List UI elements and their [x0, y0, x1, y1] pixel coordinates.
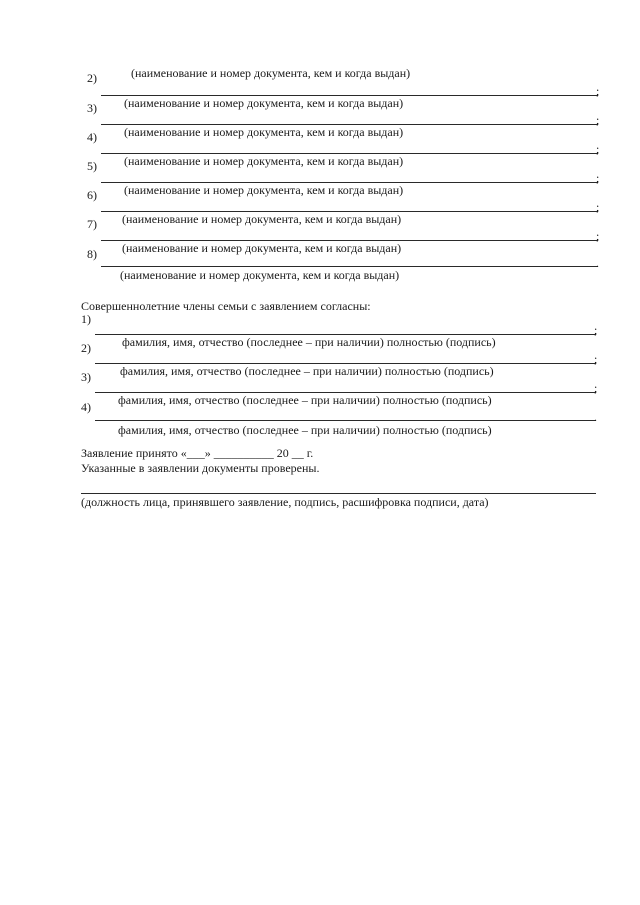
doc-item-end: . — [596, 256, 599, 270]
family-heading: Совершеннолетние члены семьи с заявлением согласны: — [81, 299, 371, 313]
family-item-line[interactable] — [95, 420, 596, 421]
doc-item-number: 4) — [87, 130, 97, 144]
family-item-number: 2) — [81, 341, 91, 355]
verified-line: Указанные в заявлении документы проверены. — [81, 461, 320, 475]
family-caption-3: фамилия, имя, отчество (последнее – при наличии) полностью (подпись) — [118, 423, 492, 437]
doc-caption-5: (наименование и номер документа, кем и когда выдан) — [122, 212, 402, 226]
doc-item-end: ; — [596, 142, 600, 156]
doc-caption-2: (наименование и номер документа, кем и когда выдан) — [124, 125, 404, 139]
family-item-end: ; — [594, 352, 598, 366]
doc-caption-7: (наименование и номер документа, кем и когда выдан) — [120, 268, 400, 282]
doc-caption-0: (наименование и номер документа, кем и когда выдан) — [131, 66, 411, 80]
doc-caption-6: (наименование и номер документа, кем и когда выдан) — [122, 241, 402, 255]
doc-caption-3: (наименование и номер документа, кем и когда выдан) — [124, 154, 404, 168]
family-item-number: 4) — [81, 400, 91, 414]
accepted-line: Заявление принято «___» __________ 20 __ г. — [81, 446, 314, 460]
family-item-number: 1) — [81, 312, 91, 326]
doc-item-number: 8) — [87, 247, 97, 261]
doc-item-number: 3) — [87, 101, 97, 115]
doc-item-end: ; — [596, 229, 600, 243]
doc-item-number: 5) — [87, 159, 97, 173]
family-item-number: 3) — [81, 370, 91, 384]
family-item-end: . — [594, 410, 597, 424]
doc-item-end: ; — [596, 171, 600, 185]
family-item-end: ; — [594, 381, 598, 395]
family-caption-2: фамилия, имя, отчество (последнее – при наличии) полностью (подпись) — [118, 393, 492, 407]
official-signature-line[interactable] — [81, 493, 596, 494]
doc-caption-1: (наименование и номер документа, кем и когда выдан) — [124, 96, 404, 110]
doc-item-number: 6) — [87, 188, 97, 202]
doc-item-end: ; — [596, 113, 600, 127]
doc-item-line[interactable] — [101, 266, 598, 267]
doc-item-end: ; — [596, 84, 600, 98]
doc-item-number: 7) — [87, 217, 97, 231]
doc-item-number: 2) — [87, 71, 97, 85]
doc-item-end: ; — [596, 200, 600, 214]
family-caption-1: фамилия, имя, отчество (последнее – при наличии) полностью (подпись) — [120, 364, 494, 378]
official-caption: (должность лица, принявшего заявление, подпись, расшифровка подписи, дата) — [81, 495, 489, 509]
family-item-end: ; — [594, 323, 598, 337]
doc-caption-4: (наименование и номер документа, кем и когда выдан) — [124, 183, 404, 197]
family-caption-0: фамилия, имя, отчество (последнее – при наличии) полностью (подпись) — [122, 335, 496, 349]
